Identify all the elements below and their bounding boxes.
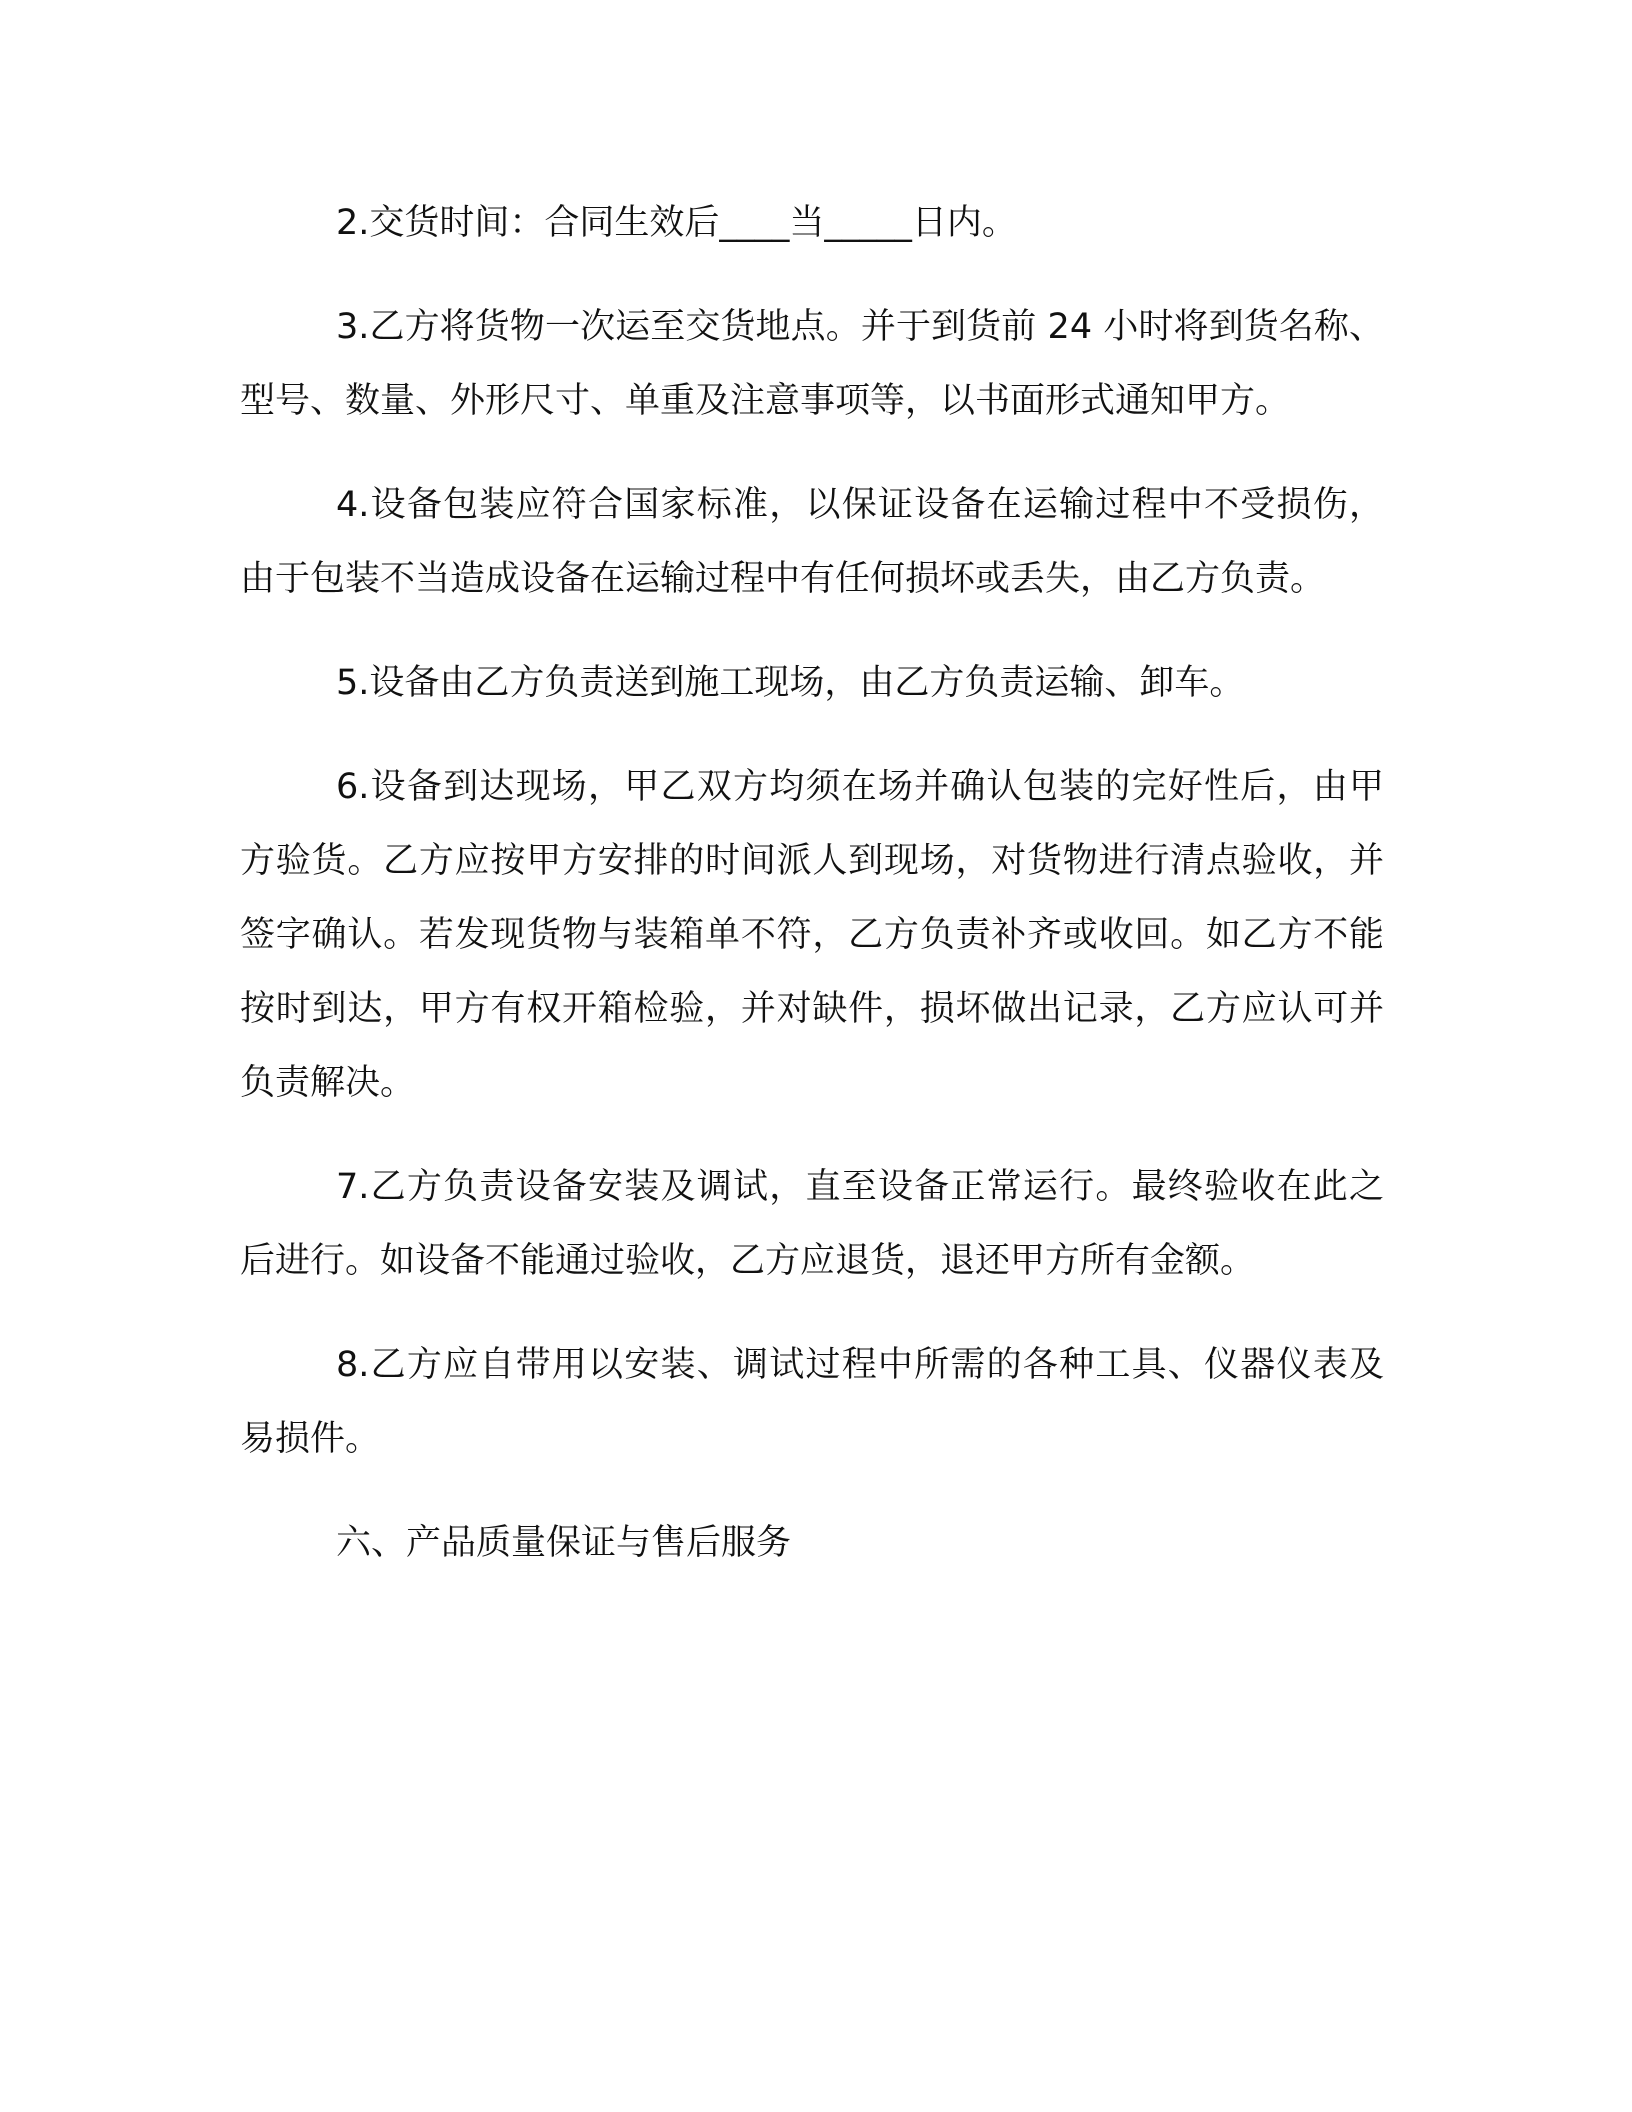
paragraph-installation: 7.乙方负责设备安装及调试，直至设备正常运行。最终验收在此之后进行。如设备不能通过验收，乙方应退货，退还甲方所有金额。 <box>240 1167 1384 1281</box>
document-body <box>240 186 1384 1580</box>
paragraph-shipment-notice: 3.乙方将货物一次运至交货地点。并于到货前 24 小时将到货名称、型号、数量、外形尺寸、单重及注意事项等，以书面形式通知甲方。 <box>240 307 1384 421</box>
section-heading: 六、产品质量保证与售后服务 <box>336 1523 792 1563</box>
paragraph-packaging: 4.设备包装应符合国家标准，以保证设备在运输过程中不受损伤，由于包装不当造成设备在运输过程中有任何损坏或丢失，由乙方负责。 <box>240 485 1384 599</box>
paragraph-transport: 5.设备由乙方负责送到施工现场，由乙方负责运输、卸车。 <box>336 663 1245 703</box>
paragraph-delivery-time: 2.交货时间：合同生效后____当_____日内。 <box>336 203 1017 243</box>
paragraph-tools: 8.乙方应自带用以安装、调试过程中所需的各种工具、仪器仪表及易损件。 <box>240 1345 1384 1459</box>
paragraph-inspection: 6.设备到达现场，甲乙双方均须在场并确认包装的完好性后，由甲方验货。乙方应按甲方安排的时间派人到现场，对货物进行清点验收，并签字确认。若发现货物与装箱单不符，乙方负责补齐或收回。如乙方不能按时到达，甲方有权开箱检验，并对缺件，损坏做出记录，乙方应认可并负责解决。 <box>240 767 1384 1103</box>
